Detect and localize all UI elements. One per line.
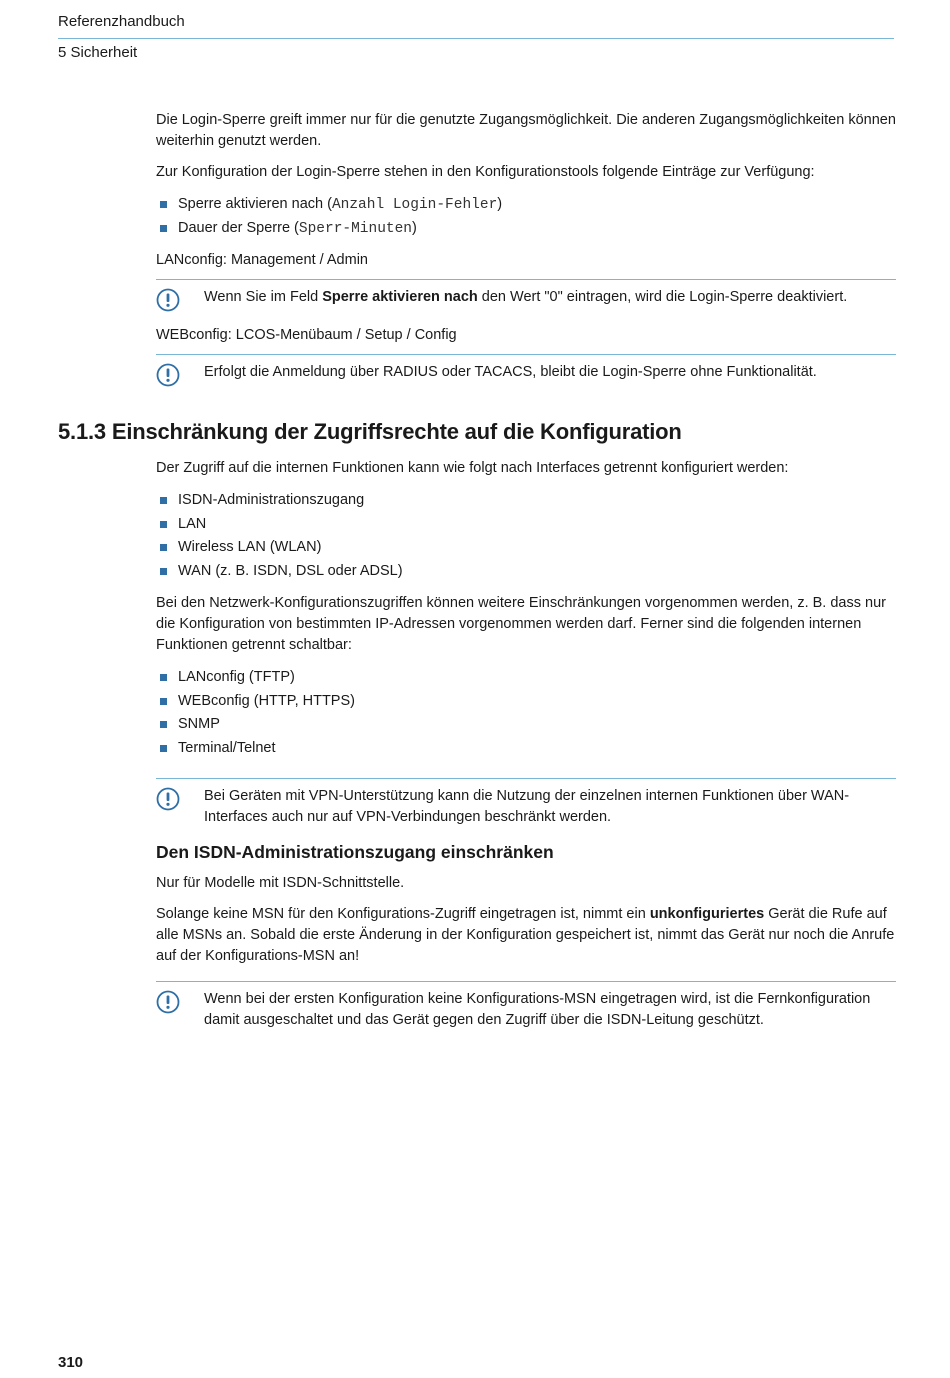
list-item <box>156 690 896 714</box>
paragraph: Nur für Modelle mit ISDN-Schnittstelle. <box>156 875 405 891</box>
list-item <box>156 193 896 217</box>
square-bullet-icon <box>160 674 167 681</box>
square-bullet-icon <box>160 521 167 528</box>
paragraph: Der Zugriff auf die internen Funktionen kann wie folgt nach Interfaces getrennt konfiguriert werden: <box>156 460 789 476</box>
square-bullet-icon <box>160 721 167 728</box>
list-item <box>156 536 896 560</box>
paragraph: Bei den Netzwerk-Konfigurationszugriffen können weitere Einschränkungen vorgenommen werden, z. B. dass nur die Konfiguration von bestimmten IP-Adressen vorgenommen werden darf. Ferner sind die folgenden internen Funktionen getrennt schaltbar: <box>156 595 886 653</box>
square-bullet-icon <box>160 544 167 551</box>
paragraph <box>156 904 896 967</box>
note-text: den Wert "0" eintragen, wird die Login-Sperre deaktiviert. <box>477 289 848 305</box>
paragraph-emphasis: unkonfiguriertes <box>649 906 765 922</box>
config-entries-list <box>156 193 896 240</box>
parameter-name: Anzahl Login-Fehler <box>331 197 498 213</box>
paragraph-text: Gerät die Rufe auf alle MSNs an. Sobald die erste Änderung in der Konfiguration gespeichert ist, nimmt das Gerät nur noch die Anrufe auf der Konfigurations-MSN an! <box>156 906 895 964</box>
exclamation-circle-icon <box>156 363 180 387</box>
square-bullet-icon <box>160 698 167 705</box>
section-access-rights <box>156 458 896 1045</box>
list-item-text-end: ) <box>497 196 503 212</box>
section-heading: 5.1.3 Einschränkung der Zugriffsrechte auf die Konfiguration <box>58 419 682 444</box>
parameter-name: Sperr-Minuten <box>298 220 413 237</box>
functions-list <box>156 666 896 760</box>
exclamation-circle-icon <box>156 990 180 1014</box>
list-item <box>156 713 896 737</box>
paragraph: Zur Konfiguration der Login-Sperre stehen in den Konfigurationstools folgende Einträge zur Verfügung: <box>156 164 815 180</box>
note-box <box>156 981 896 1031</box>
lanconfig-path: LANconfig: Management / Admin <box>156 252 368 268</box>
square-bullet-icon <box>160 745 167 752</box>
list-item-text: Terminal/Telnet <box>178 739 276 756</box>
note-box <box>156 279 896 311</box>
webconfig-path: WEBconfig: LCOS-Menübaum / Setup / Config <box>156 327 457 343</box>
list-item <box>156 737 896 761</box>
note-emphasis: Sperre aktivieren nach <box>322 289 478 305</box>
paragraph: Die Login-Sperre greift immer nur für die genutzte Zugangsmöglichkeit. Die anderen Zugangsmöglichkeiten können weiterhin genutzt werden. <box>156 112 896 149</box>
list-item-text: WEBconfig (HTTP, HTTPS) <box>178 692 355 709</box>
list-item-text-end: ) <box>412 219 417 236</box>
exclamation-circle-icon <box>156 787 180 811</box>
list-item <box>156 666 896 690</box>
paragraph-text: Solange keine MSN für den Konfigurations-Zugriff eingetragen ist, nimmt ein <box>156 906 650 922</box>
list-item-text: LANconfig (TFTP) <box>178 669 295 685</box>
note-text: Wenn bei der ersten Konfiguration keine Konfigurations-MSN eingetragen wird, ist die Fernkonfiguration damit ausgeschaltet und das Gerät gegen den Zugriff über die ISDN-Leitung geschützt. <box>204 991 871 1028</box>
list-item <box>156 217 896 241</box>
square-bullet-icon <box>160 568 167 575</box>
note-text: Erfolgt die Anmeldung über RADIUS oder TACACS, bleibt die Login-Sperre ohne Funktionalität. <box>204 364 817 380</box>
square-bullet-icon <box>160 201 167 208</box>
square-bullet-icon <box>160 225 167 232</box>
list-item-text: WAN (z. B. ISDN, DSL oder ADSL) <box>178 562 403 579</box>
interfaces-list <box>156 489 896 583</box>
note-text: Bei Geräten mit VPN-Unterstützung kann die Nutzung der einzelnen internen Funktionen über WAN-Interfaces auch nur auf VPN-Verbindungen beschränkt werden. <box>204 788 850 825</box>
page-number: 310 <box>58 1354 84 1371</box>
running-header <box>58 12 185 61</box>
list-item-text: Dauer der Sperre ( <box>178 219 299 236</box>
square-bullet-icon <box>160 497 167 504</box>
list-item-text: SNMP <box>178 716 220 732</box>
note-text: Wenn Sie im Feld <box>204 289 323 305</box>
section-login-lock <box>156 110 896 400</box>
note-box <box>156 778 896 828</box>
list-item <box>156 513 896 537</box>
subsection-heading: Den ISDN-Administrationszugang einschränken <box>156 842 554 862</box>
header-rule <box>58 38 894 39</box>
chapter-title: 5 Sicherheit <box>58 44 138 61</box>
list-item-text: LAN <box>178 515 207 532</box>
document-title: Referenzhandbuch <box>58 13 185 30</box>
note-box <box>156 354 896 386</box>
exclamation-circle-icon <box>156 288 180 312</box>
list-item-text: ISDN-Administrationszugang <box>178 492 365 508</box>
list-item-text: Wireless LAN (WLAN) <box>178 539 322 555</box>
list-item <box>156 560 896 584</box>
list-item <box>156 489 896 513</box>
list-item-text: Sperre aktivieren nach ( <box>178 196 332 212</box>
